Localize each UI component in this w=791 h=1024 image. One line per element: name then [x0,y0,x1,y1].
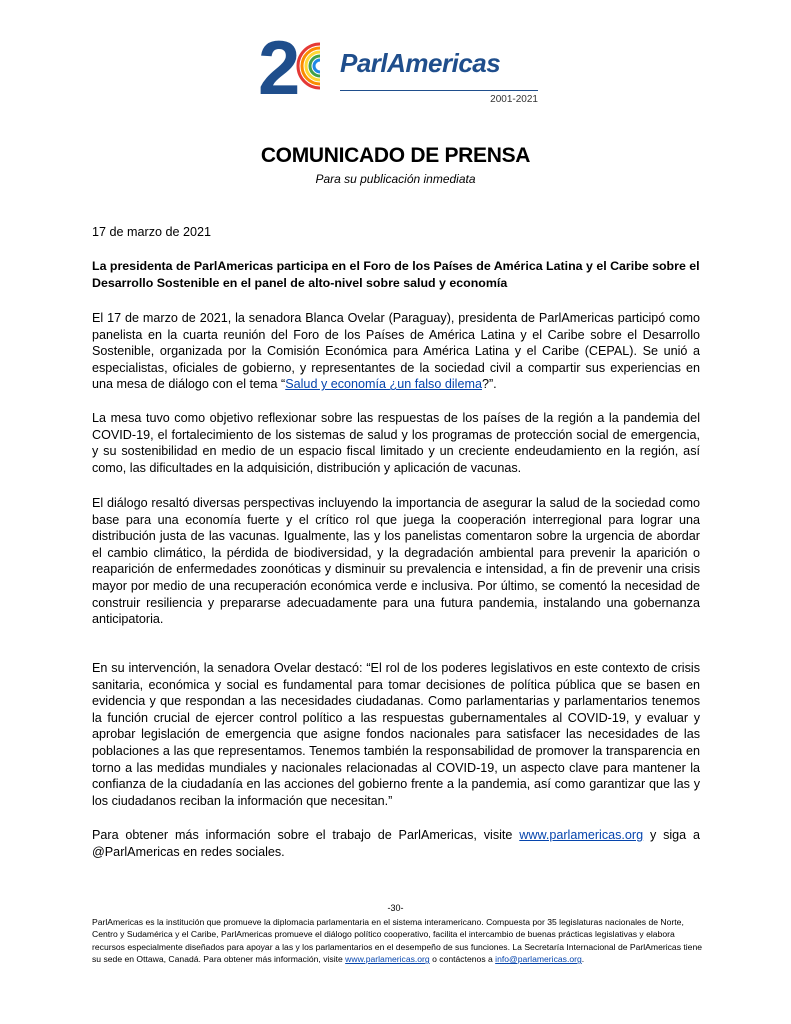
footer-text: ParlAmericas es la institución que promueve la diplomacia parlamentaria en el sistema interamericano. Compuesta por 35 legislaturas nacionales de Norte, Centro y Sudamérica y el Caribe, ParlAmericas promueve el diálogo político cooperativo, facilita el intercambio de buenas prácticas legislativas y elabora recursos especialmente diseñados para apoyar a las y los parlamentarios en el desempeño de sus funciones. La Secretaría Internacional de ParlAmericas tiene su sede en Ottawa, Canadá. Para obtener más información, visite [92,917,703,965]
document-title: COMUNICADO DE PRENSA [260,144,531,167]
end-marker: -30- [387,903,404,913]
logo-20-emblem-icon [258,26,340,108]
paragraph-5-end: y siga a @ParlAmericas en redes sociales. [92,828,700,859]
release-date: 17 de marzo de 2021 [92,225,212,239]
headline: La presidenta de ParlAmericas participa en el Foro de los Países de América Latina y el Caribe sobre el Desarrollo Sostenible en el panel de alto-nivel sobre salud y economía [92,259,700,290]
paragraph-4-quote: En su intervención, la senadora Ovelar destacó: “El rol de los poderes legislativos en este contexto de crisis sanitaria, económica y social es fundamental para tomar decisiones de política pública que se basen en evidencia y que respondan a las necesidades ciudadanas. Como parlamentarias y parlamentarios tenemos la función crucial de ejercer control político a las respuestas gubernamentales al COVID-19, y evaluar y aprobar legislación de emergencia que asigne fondos nacionales para satisfacer las necesidades de las poblaciones a las que representamos. Tenemos también la responsabilidad de promover la transparencia en torno a las medidas mundiales y nacionales relacionadas al COVID-19, un aspecto clave para mantener la confianza de la ciudadanía en las acciones del gobierno frente a la pandemia, así como garantizar que las y los ciudadanos reciban la información que necesitan.” [92,661,700,808]
footer-end: . [581,954,585,965]
paragraph-1-text: El 17 de marzo de 2021, la senadora Blanca Ovelar (Paraguay), presidenta de ParlAmericas participó como panelista en la cuarta reunión del Foro de los Países de América Latina y el Caribe sobre el Desarrollo Sostenible, organizada por la Comisión Económica para América Latina y el Caribe (CEPAL). Se unió a especialistas, oficiales de gobierno, y representantes de la sociedad civil a compartir sus experiencias en una mesa de diálogo con el tema “ [92,311,700,392]
footer-middle: o contáctenos a [429,954,496,965]
footer-website-link[interactable]: www.parlamericas.org [345,954,430,965]
document-subtitle: Para su publicación inmediata [315,172,476,186]
parlamericas-website-link[interactable]: www.parlamericas.org [519,828,644,842]
logo-divider [340,90,538,91]
paragraph-2: La mesa tuvo como objetivo reflexionar sobre las respuestas de los países de la región a la pandemia del COVID-19, el fortalecimiento de los sistemas de salud y los programas de protección social de emergencia, y su sostenibilidad en medio de un espacio fiscal limitado y un creciente endeudamiento en la región, así como, las dificultades en la adquisición, distribución y aplicación de vacunas. [92,411,700,475]
parlamericas-20-logo [258,26,538,108]
svg-text:2: 2 [258,26,301,108]
paragraph-5 [92,827,700,860]
paragraph-1 [92,310,700,393]
paragraph-5-text: Para obtener más información sobre el trabajo de ParlAmericas, visite [92,828,520,842]
salud-economia-link[interactable]: Salud y economía ¿un falso dilema [285,377,482,392]
paragraph-3: El diálogo resaltó diversas perspectivas incluyendo la importancia de asegurar la salud de la sociedad como base para una economía fuerte y el crítico rol que juega la cooperación interregional para lograr una distribución justa de las vacunas. Igualmente, las y los panelistas comentaron sobre la urgencia de abordar el cambio climático, la pérdida de biodiversidad, y la degradación ambiental para prevenir la aparición o reaparición de enfermedades zoonóticas y disminuir su prevalencia e intensidad, a fin de prevenir una crisis mayor por medio de una recuperación económica verde e inclusiva. Por último, se comentó la necesidad de construir resiliencia y prepararse adecuadamente para una futura pandemia, instalando una gobernanza anticipatoria. [92,496,700,627]
footer-note [92,916,704,966]
paragraph-1-end: ?”. [481,377,497,392]
logo-brand-name: ParlAmericas [340,48,501,78]
footer-email-link[interactable]: info@parlamericas.org [495,954,582,965]
logo-years: 2001-2021 [490,94,538,105]
